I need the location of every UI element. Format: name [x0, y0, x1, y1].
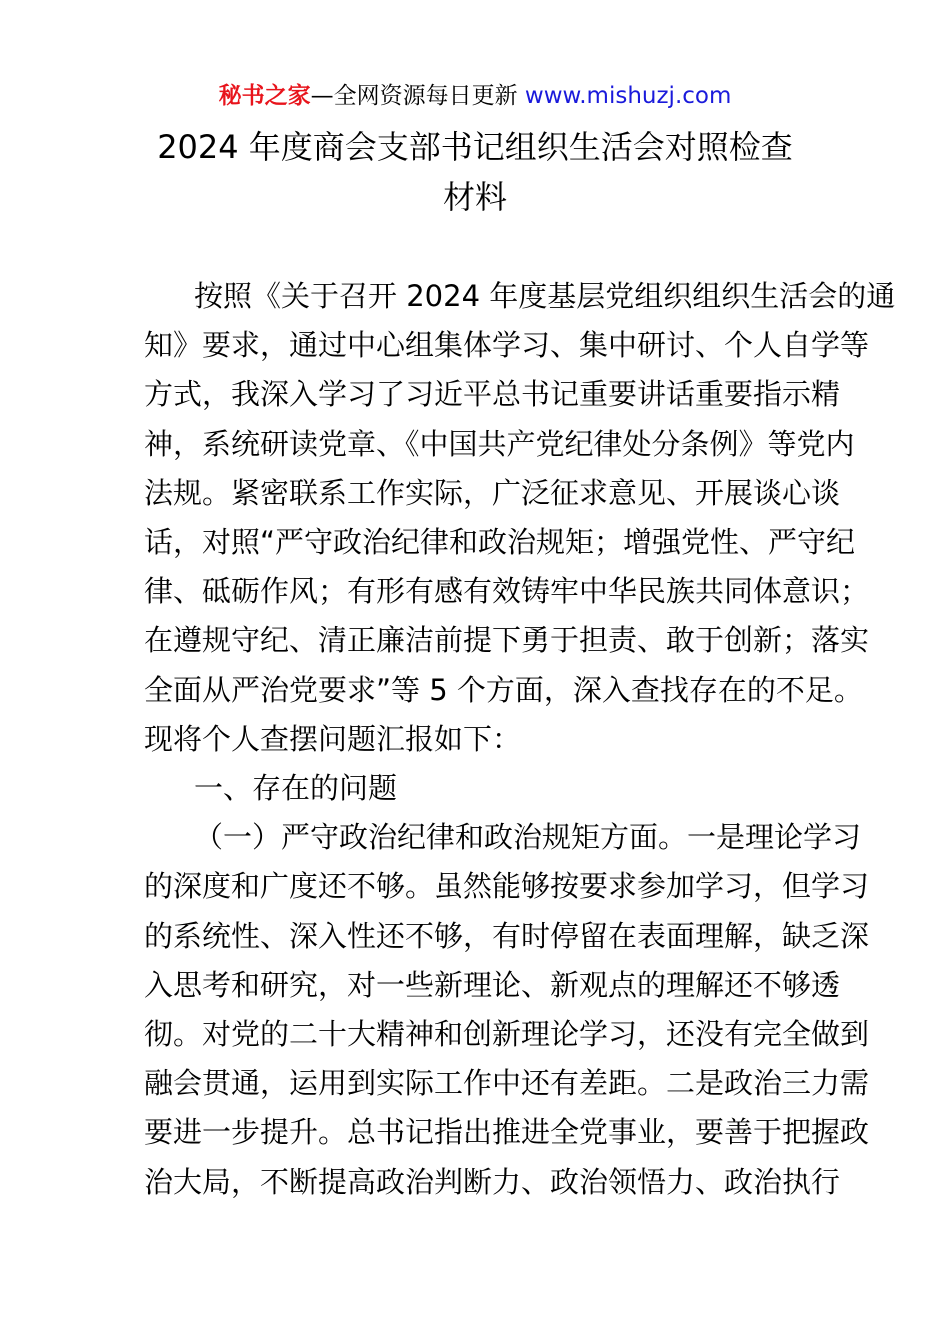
paragraph-line: 话，对照“严守政治纪律和政治规矩；增强党性、严守纪 — [144, 525, 856, 560]
paragraph-line: 现将个人查摆问题汇报如下： — [144, 721, 522, 756]
site-tagline: —全网资源每日更新 — [310, 83, 525, 109]
document-title — [100, 122, 850, 222]
paragraph-line: 治大局，不断提高政治判断力、政治领悟力、政治执行 — [144, 1164, 841, 1199]
paragraph-line: 融会贯通，运用到实际工作中还有差距。二是政治三力需 — [144, 1066, 870, 1101]
paragraph-line: 法规。紧密联系工作实际，广泛征求意见、开展谈心谈 — [144, 475, 841, 510]
title-line-1: 2024 年度商会支部书记组织生活会对照检查 — [157, 128, 793, 166]
paragraph-line: 的系统性、深入性还不够，有时停留在表面理解，缺乏深 — [144, 918, 870, 953]
paragraph-line: 彻。对党的二十大精神和创新理论学习，还没有完全做到 — [144, 1017, 870, 1052]
section-heading — [144, 764, 806, 813]
paragraph-line: 律、砥砺作风；有形有感有效铸牢中华民族共同体意识； — [144, 574, 870, 609]
site-url-link[interactable]: www.mishuzj.com — [524, 83, 732, 109]
paragraph-line: 要进一步提升。总书记指出推进全党事业，要善于把握政 — [144, 1115, 870, 1150]
paragraph-line: 方式，我深入学习了习近平总书记重要讲话重要指示精 — [144, 377, 841, 412]
paragraph-line: 在遵规守纪、清正廉洁前提下勇于担责、敢于创新；落实 — [144, 623, 870, 658]
document-body — [144, 272, 896, 1207]
paragraph-line: 神，系统研读党章、《中国共产党纪律处分条例》等党内 — [144, 426, 855, 461]
issues-paragraph — [144, 813, 870, 1207]
paragraph-line: 按照《关于召开 2024 年度基层党组织组织生活会的通 — [194, 279, 896, 313]
paragraph-line: （一）严守政治纪律和政治规矩方面。一是理论学习 — [194, 820, 862, 855]
site-header — [0, 80, 950, 112]
paragraph-line: 的深度和广度还不够。虽然能够按要求参加学习，但学习 — [144, 869, 870, 904]
paragraph-line: 入思考和研究，对一些新理论、新观点的理解还不够透 — [144, 967, 841, 1002]
site-brand: 秘书之家 — [218, 83, 311, 109]
title-line-2: 材料 — [442, 178, 507, 216]
intro-paragraph — [144, 272, 896, 764]
section-heading-text: 一、存在的问题 — [194, 771, 398, 806]
paragraph-line: 知》要求，通过中心组集体学习、集中研讨、个人自学等 — [144, 328, 870, 363]
paragraph-line: 全面从严治党要求”等 5 个方面，深入查找存在的不足。 — [144, 672, 863, 707]
